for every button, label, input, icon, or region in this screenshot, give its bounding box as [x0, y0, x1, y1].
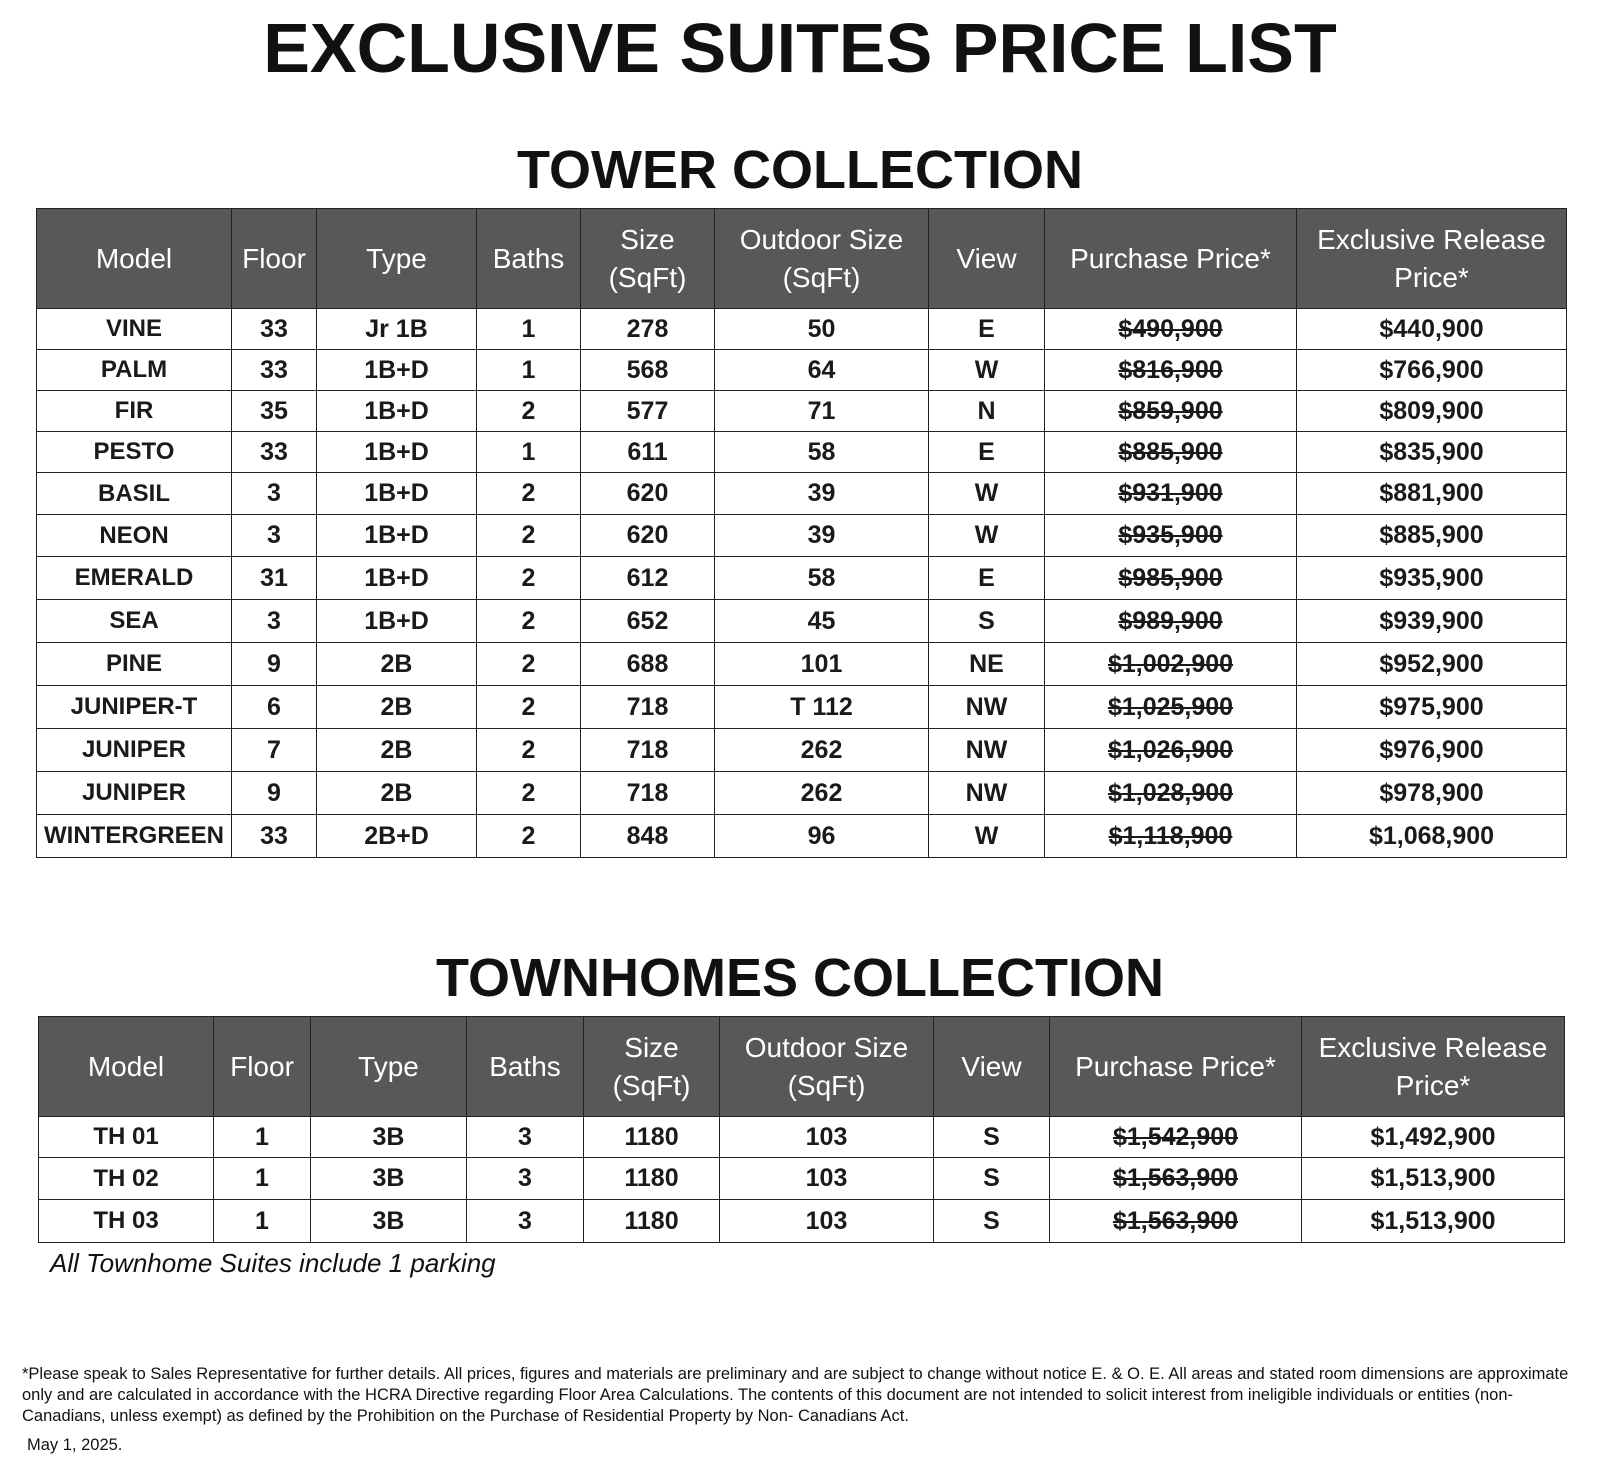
outdoor-size-cell: 45 — [715, 600, 929, 643]
type-cell: 1B+D — [317, 391, 477, 432]
view-cell: S — [934, 1117, 1050, 1158]
col-header-exclusive-release-price: Exclusive Release Price* — [1302, 1017, 1565, 1117]
model-cell: JUNIPER-T — [37, 686, 232, 729]
size-cell: 652 — [581, 600, 715, 643]
view-cell: S — [929, 600, 1045, 643]
view-cell: E — [929, 309, 1045, 350]
view-cell: S — [934, 1200, 1050, 1243]
outdoor-size-cell: 103 — [720, 1117, 934, 1158]
view-cell: NW — [929, 729, 1045, 772]
type-cell: 1B+D — [317, 473, 477, 515]
purchase-price-cell: $935,900 — [1045, 515, 1297, 557]
outdoor-size-cell: 101 — [715, 643, 929, 686]
floor-cell: 31 — [232, 557, 317, 600]
baths-cell: 1 — [477, 432, 581, 473]
baths-cell: 2 — [477, 515, 581, 557]
floor-cell: 7 — [232, 729, 317, 772]
table-row — [37, 600, 1567, 643]
type-cell: 1B+D — [317, 350, 477, 391]
tower-price-table — [36, 208, 1567, 858]
col-header-purchase-price: Purchase Price* — [1050, 1017, 1302, 1117]
exclusive-price-cell: $809,900 — [1297, 391, 1567, 432]
view-cell: W — [929, 350, 1045, 391]
table-row — [37, 557, 1567, 600]
size-cell: 848 — [581, 815, 715, 858]
floor-cell: 3 — [232, 473, 317, 515]
size-cell: 1180 — [584, 1200, 720, 1243]
size-cell: 611 — [581, 432, 715, 473]
type-cell: 1B+D — [317, 432, 477, 473]
outdoor-size-cell: 39 — [715, 515, 929, 557]
baths-cell: 2 — [477, 686, 581, 729]
table-row — [37, 686, 1567, 729]
model-cell: FIR — [37, 391, 232, 432]
type-cell: 3B — [311, 1158, 467, 1200]
col-header-baths: Baths — [477, 209, 581, 309]
col-header-model: Model — [37, 209, 232, 309]
exclusive-price-cell: $440,900 — [1297, 309, 1567, 350]
exclusive-price-cell: $939,900 — [1297, 600, 1567, 643]
floor-cell: 3 — [232, 515, 317, 557]
exclusive-price-cell: $935,900 — [1297, 557, 1567, 600]
col-header-type: Type — [311, 1017, 467, 1117]
outdoor-size-cell: 262 — [715, 772, 929, 815]
purchase-price-cell: $931,900 — [1045, 473, 1297, 515]
table-row — [37, 643, 1567, 686]
table-row — [39, 1200, 1565, 1243]
floor-cell: 1 — [214, 1158, 311, 1200]
type-cell: 2B — [317, 772, 477, 815]
purchase-price-cell: $989,900 — [1045, 600, 1297, 643]
view-cell: W — [929, 515, 1045, 557]
table-row — [39, 1117, 1565, 1158]
baths-cell: 1 — [477, 309, 581, 350]
table-row — [37, 432, 1567, 473]
baths-cell: 2 — [477, 729, 581, 772]
purchase-price-cell: $1,002,900 — [1045, 643, 1297, 686]
model-cell: JUNIPER — [37, 729, 232, 772]
purchase-price-cell: $1,025,900 — [1045, 686, 1297, 729]
outdoor-size-cell: 64 — [715, 350, 929, 391]
col-header-size: Size (SqFt) — [581, 209, 715, 309]
baths-cell: 3 — [467, 1200, 584, 1243]
col-header-floor: Floor — [214, 1017, 311, 1117]
table-row — [39, 1158, 1565, 1200]
size-cell: 718 — [581, 729, 715, 772]
floor-cell: 33 — [232, 309, 317, 350]
view-cell: N — [929, 391, 1045, 432]
view-cell: NW — [929, 686, 1045, 729]
view-cell: S — [934, 1158, 1050, 1200]
col-header-view: View — [929, 209, 1045, 309]
purchase-price-cell: $985,900 — [1045, 557, 1297, 600]
baths-cell: 2 — [477, 600, 581, 643]
model-cell: BASIL — [37, 473, 232, 515]
size-cell: 612 — [581, 557, 715, 600]
table-row — [37, 729, 1567, 772]
purchase-price-cell: $1,563,900 — [1050, 1158, 1302, 1200]
document-date: May 1, 2025. — [27, 1436, 123, 1454]
view-cell: NW — [929, 772, 1045, 815]
exclusive-price-cell: $766,900 — [1297, 350, 1567, 391]
floor-cell: 35 — [232, 391, 317, 432]
purchase-price-cell: $1,026,900 — [1045, 729, 1297, 772]
baths-cell: 3 — [467, 1117, 584, 1158]
col-header-exclusive-release-price: Exclusive Release Price* — [1297, 209, 1567, 309]
model-cell: PINE — [37, 643, 232, 686]
col-header-floor: Floor — [232, 209, 317, 309]
col-header-outdoor-size: Outdoor Size (SqFt) — [720, 1017, 934, 1117]
purchase-price-cell: $490,900 — [1045, 309, 1297, 350]
townhomes-price-table — [38, 1016, 1565, 1243]
outdoor-size-cell: 50 — [715, 309, 929, 350]
floor-cell: 1 — [214, 1117, 311, 1158]
outdoor-size-cell: 262 — [715, 729, 929, 772]
model-cell: JUNIPER — [37, 772, 232, 815]
type-cell: Jr 1B — [317, 309, 477, 350]
type-cell: 1B+D — [317, 600, 477, 643]
table-row — [37, 515, 1567, 557]
tower-header-row — [37, 209, 1567, 309]
model-cell: TH 02 — [39, 1158, 214, 1200]
type-cell: 2B — [317, 729, 477, 772]
exclusive-price-cell: $976,900 — [1297, 729, 1567, 772]
type-cell: 1B+D — [317, 557, 477, 600]
table-row — [37, 473, 1567, 515]
exclusive-price-cell: $885,900 — [1297, 515, 1567, 557]
model-cell: WINTERGREEN — [37, 815, 232, 858]
model-cell: SEA — [37, 600, 232, 643]
floor-cell: 6 — [232, 686, 317, 729]
outdoor-size-cell: 103 — [720, 1200, 934, 1243]
outdoor-size-cell: 39 — [715, 473, 929, 515]
model-cell: PESTO — [37, 432, 232, 473]
size-cell: 620 — [581, 473, 715, 515]
table-row — [37, 772, 1567, 815]
table-row — [37, 391, 1567, 432]
page-title: EXCLUSIVE SUITES PRICE LIST — [263, 9, 1337, 87]
floor-cell: 33 — [232, 432, 317, 473]
purchase-price-cell: $1,118,900 — [1045, 815, 1297, 858]
model-cell: TH 03 — [39, 1200, 214, 1243]
size-cell: 278 — [581, 309, 715, 350]
purchase-price-cell: $816,900 — [1045, 350, 1297, 391]
type-cell: 2B — [317, 686, 477, 729]
purchase-price-cell: $1,542,900 — [1050, 1117, 1302, 1158]
exclusive-price-cell: $978,900 — [1297, 772, 1567, 815]
floor-cell: 3 — [232, 600, 317, 643]
model-cell: TH 01 — [39, 1117, 214, 1158]
size-cell: 688 — [581, 643, 715, 686]
type-cell: 1B+D — [317, 515, 477, 557]
view-cell: NE — [929, 643, 1045, 686]
baths-cell: 1 — [477, 350, 581, 391]
outdoor-size-cell: 58 — [715, 557, 929, 600]
disclaimer-text: *Please speak to Sales Representative for further details. All prices, figures and materials are preliminary and are subject to change without notice E. & O. E. All areas and stated room dimensions are approximate only and are calculated in accordance with the HCRA Directive regarding Floor Area Calculations. The contents of this document are not intended to solicit interest from ineligible individuals or entities (non-Canadians, unless exempt) as defined by the Prohibition on the Purchase of Residential Property by Non- Canadians Act. — [22, 1365, 1569, 1425]
purchase-price-cell: $1,028,900 — [1045, 772, 1297, 815]
floor-cell: 33 — [232, 815, 317, 858]
townhomes-header-row — [39, 1017, 1565, 1117]
exclusive-price-cell: $881,900 — [1297, 473, 1567, 515]
exclusive-price-cell: $975,900 — [1297, 686, 1567, 729]
outdoor-size-cell: 103 — [720, 1158, 934, 1200]
type-cell: 3B — [311, 1117, 467, 1158]
table-row — [37, 350, 1567, 391]
outdoor-size-cell: T 112 — [715, 686, 929, 729]
exclusive-price-cell: $1,492,900 — [1302, 1117, 1565, 1158]
baths-cell: 2 — [477, 557, 581, 600]
col-header-baths: Baths — [467, 1017, 584, 1117]
model-cell: PALM — [37, 350, 232, 391]
townhome-parking-note: All Townhome Suites include 1 parking — [50, 1248, 496, 1278]
baths-cell: 2 — [477, 772, 581, 815]
exclusive-price-cell: $1,513,900 — [1302, 1158, 1565, 1200]
size-cell: 718 — [581, 686, 715, 729]
outdoor-size-cell: 71 — [715, 391, 929, 432]
purchase-price-cell: $859,900 — [1045, 391, 1297, 432]
type-cell: 3B — [311, 1200, 467, 1243]
type-cell: 2B — [317, 643, 477, 686]
purchase-price-cell: $885,900 — [1045, 432, 1297, 473]
col-header-outdoor-size: Outdoor Size (SqFt) — [715, 209, 929, 309]
col-header-purchase-price: Purchase Price* — [1045, 209, 1297, 309]
outdoor-size-cell: 96 — [715, 815, 929, 858]
baths-cell: 2 — [477, 815, 581, 858]
tower-collection-title: TOWER COLLECTION — [517, 140, 1083, 200]
baths-cell: 2 — [477, 473, 581, 515]
view-cell: E — [929, 432, 1045, 473]
model-cell: VINE — [37, 309, 232, 350]
size-cell: 568 — [581, 350, 715, 391]
table-row — [37, 309, 1567, 350]
exclusive-price-cell: $1,513,900 — [1302, 1200, 1565, 1243]
col-header-model: Model — [39, 1017, 214, 1117]
model-cell: EMERALD — [37, 557, 232, 600]
size-cell: 577 — [581, 391, 715, 432]
model-cell: NEON — [37, 515, 232, 557]
size-cell: 1180 — [584, 1158, 720, 1200]
view-cell: W — [929, 815, 1045, 858]
floor-cell: 9 — [232, 772, 317, 815]
size-cell: 1180 — [584, 1117, 720, 1158]
baths-cell: 2 — [477, 643, 581, 686]
size-cell: 620 — [581, 515, 715, 557]
outdoor-size-cell: 58 — [715, 432, 929, 473]
purchase-price-cell: $1,563,900 — [1050, 1200, 1302, 1243]
col-header-view: View — [934, 1017, 1050, 1117]
exclusive-price-cell: $952,900 — [1297, 643, 1567, 686]
view-cell: W — [929, 473, 1045, 515]
exclusive-price-cell: $835,900 — [1297, 432, 1567, 473]
table-row — [37, 815, 1567, 858]
size-cell: 718 — [581, 772, 715, 815]
exclusive-price-cell: $1,068,900 — [1297, 815, 1567, 858]
floor-cell: 1 — [214, 1200, 311, 1243]
view-cell: E — [929, 557, 1045, 600]
col-header-size: Size (SqFt) — [584, 1017, 720, 1117]
floor-cell: 33 — [232, 350, 317, 391]
col-header-type: Type — [317, 209, 477, 309]
floor-cell: 9 — [232, 643, 317, 686]
baths-cell: 2 — [477, 391, 581, 432]
townhomes-collection-title: TOWNHOMES COLLECTION — [436, 948, 1164, 1008]
type-cell: 2B+D — [317, 815, 477, 858]
baths-cell: 3 — [467, 1158, 584, 1200]
